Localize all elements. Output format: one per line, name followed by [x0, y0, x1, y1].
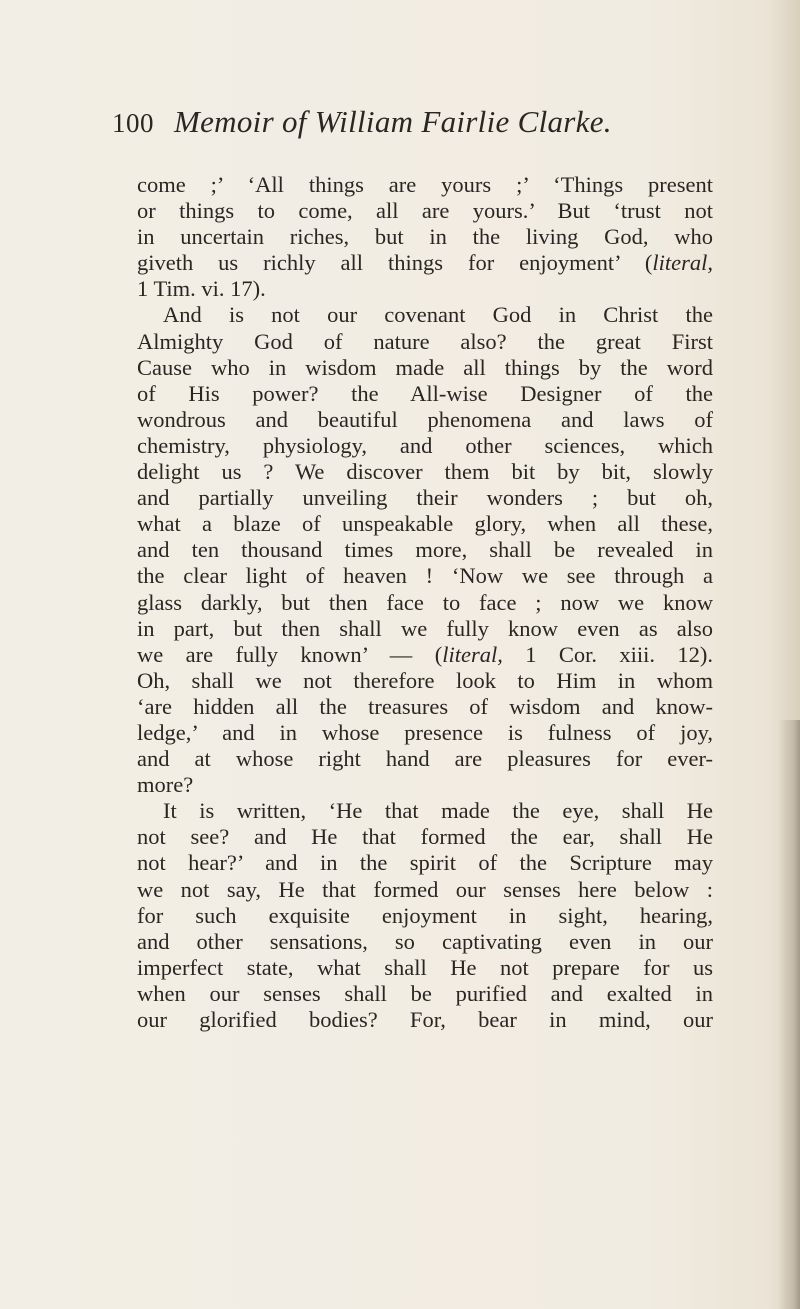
text-line [137, 877, 713, 903]
text-line [137, 668, 713, 694]
line-text: not hear?’ and in the spirit of the Scripture may [137, 850, 713, 876]
line-text: 1 Tim. vi. 17). [137, 276, 266, 302]
text-line [137, 459, 713, 485]
line-text: delight us ? We discover them bit by bit, slowly [137, 459, 713, 485]
running-title: Memoir of William Fairlie Clarke. [174, 104, 612, 139]
text-line [137, 824, 713, 850]
line-text: imperfect state, what shall He not prepare for us [137, 954, 713, 980]
text-line [137, 694, 713, 720]
text-line [137, 590, 713, 616]
line-text: Cause who in wisdom made all things by the word [137, 354, 713, 380]
text-line [137, 381, 713, 407]
text-line [137, 981, 713, 1007]
line-text: in uncertain riches, but in the living God, who [137, 224, 713, 250]
line-text: chemistry, physiology, and other sciences, which [137, 432, 713, 458]
line-text: not see? and He that formed the ear, shall He [137, 824, 713, 850]
line-text: and other sensations, so captivating even in our [137, 928, 713, 954]
line-italic-text: literal, [442, 641, 503, 667]
line-text: come ;’ ‘All things are yours ;’ ‘Things present [137, 172, 713, 197]
line-text: when our senses shall be purified and exalted in [137, 980, 713, 1006]
line-text: of His power? the All-wise Designer of the [137, 380, 713, 406]
line-text: for such exquisite enjoyment in sight, hearing, [137, 902, 713, 928]
text-line [137, 955, 713, 981]
text-line [137, 929, 713, 955]
line-trailing-text: 1 Cor. xiii. 12). [502, 641, 713, 667]
line-text: in part, but then shall we fully know even as also [137, 615, 713, 641]
running-head [112, 104, 612, 144]
text-line [137, 433, 713, 459]
text-line [137, 642, 713, 668]
text-line [137, 511, 713, 537]
body-text [137, 172, 713, 1033]
text-line [137, 302, 713, 328]
text-line [137, 903, 713, 929]
line-text: and at whose right hand are pleasures for ever- [137, 746, 713, 772]
text-line [137, 1007, 713, 1033]
text-line [137, 850, 713, 876]
text-line [137, 537, 713, 563]
text-line [137, 224, 713, 250]
line-text: And is not our covenant God in Christ the [163, 302, 713, 328]
text-line [137, 407, 713, 433]
line-text: It is written, ‘He that made the eye, shall He [163, 798, 713, 824]
text-line [137, 276, 713, 302]
text-line [137, 172, 713, 198]
line-text: we are fully known’ — ( [137, 641, 443, 667]
text-line [137, 746, 713, 772]
line-text: Almighty God of nature also? the great First [137, 328, 713, 354]
text-line [137, 250, 713, 276]
text-line [137, 329, 713, 355]
line-text: giveth us richly all things for enjoyment’ ( [137, 250, 653, 276]
text-line [137, 198, 713, 224]
line-text: or things to come, all are yours.’ But ‘trust not [137, 198, 713, 224]
line-text: ‘are hidden all the treasures of wisdom and know- [137, 693, 713, 719]
line-text: what a blaze of unspeakable glory, when all these, [137, 511, 713, 537]
text-line [137, 485, 713, 511]
line-text: the clear light of heaven ! ‘Now we see through a [137, 563, 713, 589]
line-text: glass darkly, but then face to face ; now we know [137, 589, 713, 615]
line-text: we not say, He that formed our senses here below : [137, 876, 713, 902]
line-text: Oh, shall we not therefore look to Him in whom [137, 667, 713, 693]
line-italic-text: literal, [652, 250, 713, 276]
text-line [137, 720, 713, 746]
line-text: and ten thousand times more, shall be revealed in [137, 537, 713, 563]
line-text: and partially unveiling their wonders ; but oh, [137, 485, 713, 511]
page-number: 100 [112, 108, 154, 138]
line-text: our glorified bodies? For, bear in mind, our [137, 1007, 713, 1032]
text-line [137, 772, 713, 798]
line-text: ledge,’ and in whose presence is fulness of joy, [137, 719, 713, 745]
page-edge-shadow [778, 720, 800, 1309]
text-line [137, 616, 713, 642]
line-text: wondrous and beautiful phenomena and laws of [137, 406, 713, 432]
text-line [137, 798, 713, 824]
line-text: more? [137, 772, 194, 798]
text-line [137, 355, 713, 381]
text-line [137, 563, 713, 589]
